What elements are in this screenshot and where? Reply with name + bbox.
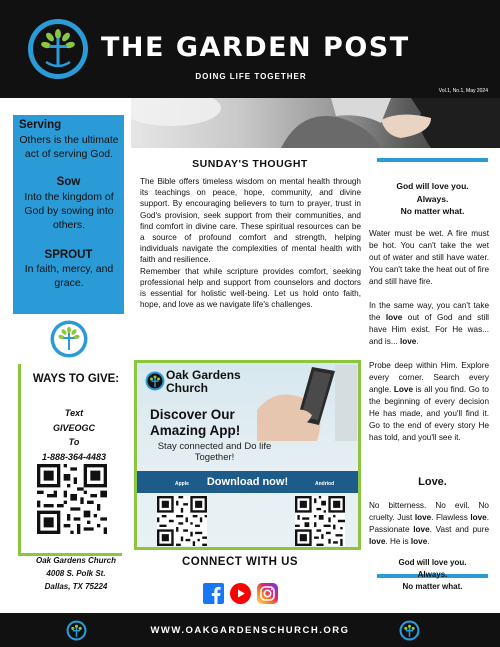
newsletter-tagline: DOING LIFE TOGETHER xyxy=(195,72,307,81)
right-column-footer xyxy=(377,557,488,593)
love-emphasis: love xyxy=(470,513,487,522)
church-logo-small-icon xyxy=(50,320,88,358)
newsletter-title: THE GARDEN POST xyxy=(101,32,410,63)
serving-text: Others is the ultimate act of serving God. xyxy=(19,134,119,160)
facebook-icon[interactable] xyxy=(203,583,224,604)
apple-label: Apple xyxy=(175,481,189,487)
volume-info: Vol.1, No.1, May 2024 xyxy=(438,88,488,94)
article-body xyxy=(140,176,361,310)
youtube-icon[interactable] xyxy=(230,583,251,604)
right-paragraph xyxy=(369,300,489,348)
text-span: Probe deep within Him. Explore every corner. Search every angle. xyxy=(369,361,489,394)
church-logo-footer-right-icon xyxy=(399,620,420,641)
address-city: Dallas, TX 75224 xyxy=(44,582,108,591)
text-span: . xyxy=(427,537,430,546)
hand-phone-image xyxy=(257,365,357,441)
text-span: In the same way, you can't take the xyxy=(369,301,489,322)
ways-line-to: To xyxy=(68,437,80,447)
love-emphasis: Love xyxy=(393,385,414,394)
article-paragraph: Remember that while scripture provides comfort, seeking professional help and support from counselors and doctors is essential for holistic well-being. Let us hold onto faith, hope, and love as we navigate life's challenges. xyxy=(140,266,361,310)
footer xyxy=(0,613,500,647)
text-span: No bitterness. No evil. No cruelty. Just xyxy=(369,501,489,522)
article-paragraph: The Bible offers timeless wisdom on mental health through its teachings on peace, hope, community, and divine support. By encouraging believers to turn to prayer, trust in God's provision, seek support from their communities, and find comfort in divine care. These spiritual resources can be a source of profound comfort and strength, helping individuals navigate the complexities of mental health with faith and resilience. xyxy=(140,177,361,265)
ways-line-code: GIVEOGC xyxy=(52,422,95,433)
ways-to-give-instructions xyxy=(27,406,121,464)
right-heading-line: God will love you. xyxy=(396,181,469,191)
church-address xyxy=(30,554,122,593)
android-label: Andriod xyxy=(315,481,335,487)
sprout-heading: SPROUT xyxy=(44,249,93,261)
address-name: Oak Gardens Church xyxy=(35,556,117,565)
ad-subline: Stay connected and Do life Together! xyxy=(157,441,272,463)
love-emphasis: love xyxy=(369,537,386,546)
text-span: . Flawless xyxy=(431,513,471,522)
church-logo-footer-left-icon xyxy=(66,620,87,641)
ways-line-phone[interactable]: 1-888-364-4483 xyxy=(41,451,107,462)
right-column xyxy=(369,158,489,591)
website-link[interactable]: WWW.OAKGARDENSCHURCH.ORG xyxy=(150,625,350,636)
right-paragraph: Water must be wet. A fire must be hot. You can't take the wet out of water and still have water. You can't take the heat out of fire and still have fire. xyxy=(369,229,489,286)
text-span: . He is xyxy=(385,537,411,546)
apple-qr-code-icon[interactable] xyxy=(157,496,207,546)
right-column-body xyxy=(369,228,489,456)
ways-to-give-box xyxy=(18,364,122,556)
ad-church-name: Oak Gardens Church xyxy=(166,368,241,395)
text-span: . xyxy=(416,337,419,346)
download-now-button[interactable]: Download now! xyxy=(137,471,358,493)
ways-to-give-heading: WAYS TO GIVE: xyxy=(32,373,120,385)
right-paragraph xyxy=(369,500,489,548)
right-column-heading xyxy=(377,180,488,218)
header xyxy=(0,0,500,98)
app-advertisement[interactable] xyxy=(134,360,361,550)
instagram-icon[interactable] xyxy=(257,583,278,604)
church-logo-icon xyxy=(27,18,89,80)
text-span: is all you find. Go to the beginning of every decision He has made, and you'll find it. Go to the end of every story He has told, and you'll see it. xyxy=(369,385,489,442)
right-footer-line: No matter what. xyxy=(402,582,463,591)
right-footer-line: God will love you. xyxy=(398,558,467,567)
right-heading-line: Always. xyxy=(416,193,449,204)
love-emphasis: love xyxy=(385,313,403,322)
text-span: . Passionate xyxy=(369,513,489,534)
serving-heading: Serving xyxy=(19,119,62,131)
love-heading: Love. xyxy=(418,476,447,488)
address-street: 4008 S. Polk St. xyxy=(46,569,106,578)
connect-heading: CONNECT WITH US xyxy=(181,556,299,568)
right-footer-line: Always. xyxy=(417,570,448,579)
right-paragraph xyxy=(369,360,489,444)
photo-illustration xyxy=(131,98,500,148)
sprout-text: In faith, mercy, and grace. xyxy=(24,263,114,289)
text-span: . Vast and pure xyxy=(429,525,489,534)
right-column-body-bottom xyxy=(369,500,489,560)
love-emphasis: love xyxy=(413,525,430,534)
values-box xyxy=(13,115,124,314)
sow-heading: Sow xyxy=(56,176,81,188)
praying-hands-photo xyxy=(131,98,500,148)
love-emphasis: love xyxy=(399,337,417,346)
right-heading-line: No matter what. xyxy=(400,206,465,216)
ad-headline: Discover Our Amazing App! xyxy=(150,407,241,438)
android-qr-code-icon[interactable] xyxy=(295,496,345,546)
give-qr-code-icon[interactable] xyxy=(37,464,107,534)
text-span: out of God and still have Him exist. For He was... and is... xyxy=(369,313,489,346)
article-title: SUNDAY'S THOUGHT xyxy=(192,158,308,170)
sow-text: Into the kingdom of God by sowing into others. xyxy=(24,191,114,231)
ways-line-text: Text xyxy=(64,408,84,418)
church-logo-ad-icon xyxy=(145,371,165,391)
love-emphasis: love xyxy=(410,537,428,546)
love-emphasis: love xyxy=(414,513,432,522)
